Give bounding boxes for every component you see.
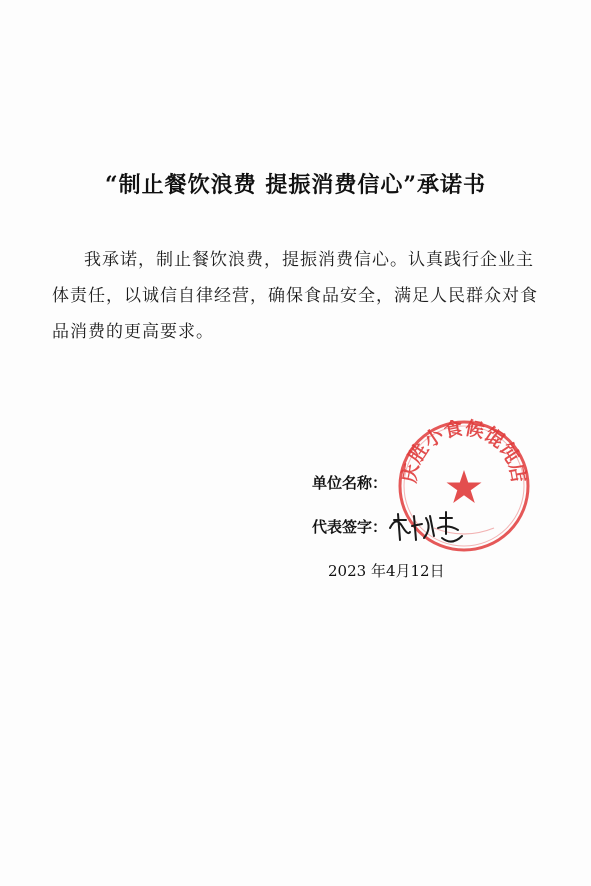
pledge-body: 我承诺，制止餐饮浪费，提振消费信心。认真践行企业主体责任，以诚信自律经营，确保食品安全，满足人民群众对食品消费的更高要求。: [52, 250, 538, 342]
document-title: “制止餐饮浪费 提振消费信心”承诺书: [105, 172, 486, 198]
seal-text-path: 庆胜小食候馄饨店: [398, 417, 530, 485]
unit-name-label: 单位名称：: [312, 474, 388, 492]
representative-label: 代表签字：: [312, 518, 388, 536]
handwritten-signature: [386, 506, 466, 550]
date-text: 2023 年4月12日: [328, 562, 445, 580]
seal-star-icon: [447, 470, 482, 503]
